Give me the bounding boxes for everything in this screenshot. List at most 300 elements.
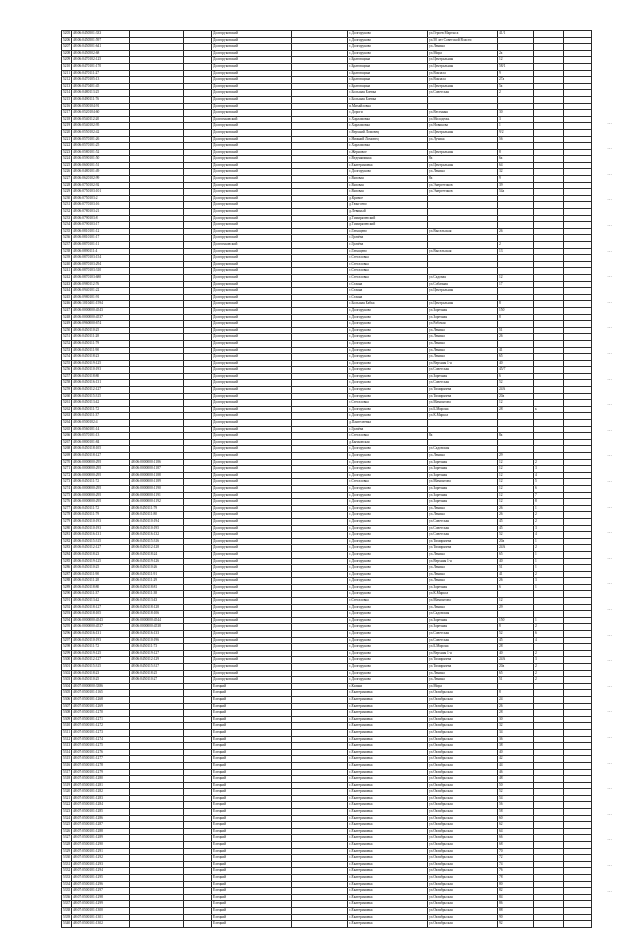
cell-house: 3 xyxy=(498,116,534,123)
cell-house: 40 xyxy=(498,749,534,756)
cell-object-number: 48:06:0000000:1186 xyxy=(130,459,184,466)
cell-extra-field xyxy=(184,393,212,400)
cell-row-number: 5239 xyxy=(62,255,72,262)
cell-locality: с.Долгоруково xyxy=(348,664,428,671)
cell-locality-type xyxy=(292,762,348,769)
cell-unit: 2 xyxy=(534,459,564,466)
cell-house: 58 xyxy=(498,809,534,816)
cell-street: ул.Ленина xyxy=(428,565,498,572)
cell-note xyxy=(564,116,592,123)
table-row xyxy=(62,327,592,334)
cell-district: Долгоруковский xyxy=(212,466,292,473)
cell-house: 39 xyxy=(498,182,534,189)
cell-unit xyxy=(534,149,564,156)
cell-house: 36 xyxy=(498,736,534,743)
cell-locality-type xyxy=(292,149,348,156)
cell-house: 13 xyxy=(498,248,534,255)
cell-street: ул.Октябрьская xyxy=(428,835,498,842)
cell-object-number xyxy=(130,439,184,446)
cell-object-number: 48:06:0450112:129 xyxy=(130,657,184,664)
cell-district: Долгоруковский xyxy=(212,551,292,558)
cell-note xyxy=(564,426,592,433)
cell-row-number: 5236 xyxy=(62,235,72,242)
cell-locality-type xyxy=(292,518,348,525)
table-row xyxy=(62,624,592,631)
cell-extra-field xyxy=(184,50,212,57)
cell-unit xyxy=(534,835,564,842)
cell-locality-type xyxy=(292,235,348,242)
cell-street: ул.Ленина xyxy=(428,571,498,578)
cell-note xyxy=(564,393,592,400)
cell-object-number xyxy=(130,809,184,816)
cell-house xyxy=(498,261,534,268)
cell-extra-field xyxy=(184,499,212,506)
cell-district: Долгоруковский xyxy=(212,472,292,479)
cell-unit xyxy=(534,90,564,97)
margin-mark: ... xyxy=(607,580,612,587)
cell-extra-field xyxy=(184,921,212,928)
cell-locality: с.Долгоруково xyxy=(348,453,428,460)
cell-row-number: 5221 xyxy=(62,136,72,143)
cell-locality: с.Екатериновка xyxy=(348,815,428,822)
cell-locality-type xyxy=(292,848,348,855)
cell-row-number: 5233 xyxy=(62,215,72,222)
cell-object-number xyxy=(130,321,184,328)
cell-row-number: 5283 xyxy=(62,545,72,552)
cell-row-number: 5253 xyxy=(62,347,72,354)
cell-object-number xyxy=(130,367,184,374)
cell-district: Долгоруковский xyxy=(212,657,292,664)
table-row xyxy=(62,354,592,361)
cell-house: 8а xyxy=(498,433,534,440)
cell-note xyxy=(564,584,592,591)
cell-district: Долгоруковский xyxy=(212,195,292,202)
cell-unit xyxy=(534,828,564,835)
cell-unit: 2 xyxy=(534,650,564,657)
cell-locality-type xyxy=(292,644,348,651)
cell-district: Долгоруковский xyxy=(212,37,292,44)
table-row xyxy=(62,894,592,901)
cell-note xyxy=(564,413,592,420)
cell-note xyxy=(564,558,592,565)
cell-cadastral-number: 48:06:0450110:193 xyxy=(72,518,130,525)
cell-locality-type xyxy=(292,294,348,301)
cell-object-number xyxy=(130,749,184,756)
cell-object-number xyxy=(130,77,184,84)
cell-object-number xyxy=(130,195,184,202)
cell-extra-field xyxy=(184,466,212,473)
cell-row-number: 5219 xyxy=(62,123,72,130)
cell-district: Елецкий xyxy=(212,822,292,829)
cell-object-number xyxy=(130,426,184,433)
cell-row-number: 5230 xyxy=(62,195,72,202)
margin-mark: ... xyxy=(607,478,612,484)
cell-cadastral-number: 48:06:0790103:8 xyxy=(72,215,130,222)
cell-locality: с.Долгоруково xyxy=(348,558,428,565)
cell-unit xyxy=(534,169,564,176)
cell-district: Долгоруковский xyxy=(212,670,292,677)
cell-extra-field xyxy=(184,762,212,769)
cell-note xyxy=(564,77,592,84)
cell-cadastral-number: 48:06:0450118:23 xyxy=(72,551,130,558)
table-row xyxy=(62,294,592,301)
cell-locality-type xyxy=(292,156,348,163)
cell-street: ул.Ленина xyxy=(428,169,498,176)
cell-note xyxy=(564,202,592,209)
cell-district: Долгоруковский xyxy=(212,143,292,150)
cell-unit xyxy=(534,644,564,651)
cell-street: ул.Садовская xyxy=(428,446,498,453)
cell-note xyxy=(564,360,592,367)
cell-street: ул.Героев Мартыса xyxy=(428,31,498,38)
cell-unit xyxy=(534,195,564,202)
cell-street xyxy=(428,294,498,301)
cell-house: 9 xyxy=(498,70,534,77)
cell-street: ул.Заречная xyxy=(428,373,498,380)
cell-house: 56 xyxy=(498,802,534,809)
cell-note xyxy=(564,545,592,552)
cell-district: Елецкий xyxy=(212,729,292,736)
cell-unit xyxy=(534,756,564,763)
cell-cadastral-number: 48:06:0480113:25 xyxy=(72,90,130,97)
cell-unit xyxy=(534,426,564,433)
cell-row-number: 5311 xyxy=(62,729,72,736)
cell-cadastral-number: 48:06:0450116:131 xyxy=(72,380,130,387)
cell-extra-field xyxy=(184,63,212,70)
cell-note xyxy=(564,242,592,249)
cell-locality-type xyxy=(292,472,348,479)
cell-row-number: 5300 xyxy=(62,657,72,664)
table-row xyxy=(62,37,592,44)
cell-unit xyxy=(534,413,564,420)
cell-street: ул.Заречная xyxy=(428,492,498,499)
cell-object-number xyxy=(130,400,184,407)
cell-row-number: 5278 xyxy=(62,512,72,519)
cell-cadastral-number: 48:07:0500101:1288 xyxy=(72,828,130,835)
cell-unit xyxy=(534,875,564,882)
cell-extra-field xyxy=(184,354,212,361)
cell-district: Долгоруковский xyxy=(212,222,292,229)
cell-unit xyxy=(534,453,564,460)
cell-district: Долгоруковский xyxy=(212,228,292,235)
cell-row-number: 5256 xyxy=(62,367,72,374)
margin-mark: ... xyxy=(607,119,612,126)
cell-cadastral-number: 48:06:0450111:28 xyxy=(72,334,130,341)
cell-object-number xyxy=(130,769,184,776)
cell-row-number: 5261 xyxy=(62,400,72,407)
cell-note xyxy=(564,143,592,150)
cell-extra-field xyxy=(184,485,212,492)
cell-object-number xyxy=(130,756,184,763)
cell-extra-field xyxy=(184,558,212,565)
cell-note xyxy=(564,479,592,486)
cell-locality-type xyxy=(292,162,348,169)
cell-district: Долгоруковский xyxy=(212,512,292,519)
cell-house: 9/2 xyxy=(498,129,534,136)
cell-street: ул.Садовская xyxy=(428,611,498,618)
cell-district: Долгоруковский xyxy=(212,103,292,110)
table-row xyxy=(62,525,592,532)
cell-object-number: 48:06:0000000:1189 xyxy=(130,479,184,486)
cell-locality: с.Нижний Ломовец xyxy=(348,136,428,143)
cell-cadastral-number: 48:07:0500101:1281 xyxy=(72,782,130,789)
cell-unit: 4 xyxy=(534,532,564,539)
cell-note xyxy=(564,736,592,743)
cell-district: Елецкий xyxy=(212,868,292,875)
cell-locality: с.Большая Боевка xyxy=(348,90,428,97)
cell-row-number: 5314 xyxy=(62,749,72,756)
cell-street: ул.Верхняя 1-я xyxy=(428,360,498,367)
cell-cadastral-number: 48:07:0500101:1279 xyxy=(72,769,130,776)
cell-note xyxy=(564,571,592,578)
table-row xyxy=(62,426,592,433)
cell-note xyxy=(564,176,592,183)
cell-row-number: 5269 xyxy=(62,453,72,460)
cell-house: 28 xyxy=(498,644,534,651)
cell-locality: с.Екатериновка xyxy=(348,881,428,888)
cell-locality-type xyxy=(292,558,348,565)
table-row xyxy=(62,631,592,638)
cell-extra-field xyxy=(184,400,212,407)
cell-cadastral-number: 48:06:0500102:4 xyxy=(72,420,130,427)
table-row xyxy=(62,116,592,123)
cell-object-number xyxy=(130,123,184,130)
cell-house: 28 xyxy=(498,710,534,717)
cell-object-number xyxy=(130,314,184,321)
cell-unit xyxy=(534,63,564,70)
cell-locality-type xyxy=(292,182,348,189)
cell-locality-type xyxy=(292,525,348,532)
cell-street: ул.Верхняя 1-я xyxy=(428,650,498,657)
cell-unit xyxy=(534,96,564,103)
table-row xyxy=(62,268,592,275)
cell-district: Елецкий xyxy=(212,782,292,789)
cell-unit xyxy=(534,420,564,427)
cell-unit xyxy=(534,815,564,822)
cell-street: ул.Центральная xyxy=(428,83,498,90)
cell-unit xyxy=(534,37,564,44)
cell-locality: с.Братовщина xyxy=(348,77,428,84)
cell-object-number xyxy=(130,710,184,717)
cell-note xyxy=(564,716,592,723)
cell-object-number xyxy=(130,248,184,255)
cell-note xyxy=(564,815,592,822)
cell-note xyxy=(564,782,592,789)
cell-note xyxy=(564,611,592,618)
cell-locality-type xyxy=(292,809,348,816)
cell-street xyxy=(428,439,498,446)
cell-row-number: 5268 xyxy=(62,446,72,453)
cell-unit xyxy=(534,301,564,308)
cell-extra-field xyxy=(184,690,212,697)
cell-locality-type xyxy=(292,143,348,150)
cell-row-number: 5284 xyxy=(62,551,72,558)
cell-extra-field xyxy=(184,235,212,242)
cell-extra-field xyxy=(184,255,212,262)
table-row xyxy=(62,756,592,763)
cell-row-number: 5333 xyxy=(62,875,72,882)
cell-street: ул.Собачная xyxy=(428,281,498,288)
cell-cadastral-number: 48:06:0470401:45 xyxy=(72,83,130,90)
cell-street: ул.Советская xyxy=(428,532,498,539)
cell-extra-field xyxy=(184,116,212,123)
cell-note xyxy=(564,96,592,103)
cell-extra-field xyxy=(184,525,212,532)
cell-note xyxy=(564,551,592,558)
table-row xyxy=(62,63,592,70)
cell-district: Долгоруковский xyxy=(212,215,292,222)
cell-locality: с.Екатериновка xyxy=(348,762,428,769)
cell-cadastral-number: 48:06:0000000:295 xyxy=(72,466,130,473)
cell-extra-field xyxy=(184,367,212,374)
cell-locality: с.Харламовка xyxy=(348,123,428,130)
cell-cadastral-number: 48:07:0500101:1274 xyxy=(72,736,130,743)
cell-note xyxy=(564,446,592,453)
cell-row-number: 5299 xyxy=(62,650,72,657)
table-row xyxy=(62,439,592,446)
cell-object-number xyxy=(130,789,184,796)
cell-object-number xyxy=(130,736,184,743)
cell-house: 12 xyxy=(498,459,534,466)
cell-district: Долгоруковский xyxy=(212,110,292,117)
cell-locality: с.Екатериновка xyxy=(348,769,428,776)
cell-note xyxy=(564,459,592,466)
cell-house: 32 xyxy=(498,723,534,730)
cell-locality-type xyxy=(292,657,348,664)
table-row xyxy=(62,123,592,130)
cell-object-number xyxy=(130,44,184,51)
cell-locality: с.Екатериновка xyxy=(348,855,428,862)
cell-locality: с.Долгоруково xyxy=(348,624,428,631)
cell-district: Долгоруковский xyxy=(212,558,292,565)
cell-cadastral-number: 48:06:0000000:295 xyxy=(72,499,130,506)
cell-house: 26 xyxy=(498,512,534,519)
cell-locality-type xyxy=(292,584,348,591)
cell-locality-type xyxy=(292,215,348,222)
table-row xyxy=(62,228,592,235)
cell-unit xyxy=(534,321,564,328)
cell-house xyxy=(498,420,534,427)
cell-object-number xyxy=(130,268,184,275)
cell-street xyxy=(428,261,498,268)
cell-object-number xyxy=(130,294,184,301)
cell-extra-field xyxy=(184,44,212,51)
table-row xyxy=(62,57,592,64)
cell-cadastral-number: 48:06:0450112:127 xyxy=(72,545,130,552)
cell-locality: с.Стегаловка xyxy=(348,598,428,605)
cell-cadastral-number: 48:06:0000000:295 xyxy=(72,459,130,466)
cell-note xyxy=(564,354,592,361)
cell-locality-type xyxy=(292,268,348,275)
cell-extra-field xyxy=(184,57,212,64)
cell-cadastral-number: 48:07:0500101:1294 xyxy=(72,868,130,875)
cell-house xyxy=(498,611,534,618)
cell-extra-field xyxy=(184,776,212,783)
cell-locality-type xyxy=(292,756,348,763)
cell-extra-field xyxy=(184,281,212,288)
cell-unit: 3 xyxy=(534,657,564,664)
cell-house: 26 xyxy=(498,578,534,585)
table-row xyxy=(62,129,592,136)
cell-locality: с.Долгоруково xyxy=(348,347,428,354)
cell-locality: с.Долгоруково xyxy=(348,373,428,380)
cell-cadastral-number: 48:06:0450118:23 xyxy=(72,354,130,361)
cell-note xyxy=(564,301,592,308)
table-row xyxy=(62,710,592,717)
cell-house: 12 xyxy=(498,492,534,499)
cell-extra-field xyxy=(184,795,212,802)
cell-locality: с.Екатериновка xyxy=(348,776,428,783)
cell-locality: с.Долгоруково xyxy=(348,538,428,545)
cell-unit xyxy=(534,683,564,690)
cell-locality: с.Екатериновка xyxy=(348,703,428,710)
cell-locality-type xyxy=(292,855,348,862)
cell-note xyxy=(564,281,592,288)
cell-cadastral-number: 48:06:0810101:17 xyxy=(72,235,130,242)
cell-row-number: 5259 xyxy=(62,387,72,394)
cell-cadastral-number: 48:06:0870101:11 xyxy=(72,242,130,249)
cell-extra-field xyxy=(184,472,212,479)
table-row xyxy=(62,875,592,882)
cell-locality-type xyxy=(292,828,348,835)
cell-unit xyxy=(534,354,564,361)
cell-locality: д.Тимирязевский xyxy=(348,215,428,222)
cell-district: Долгоруковский xyxy=(212,406,292,413)
table-row xyxy=(62,617,592,624)
cell-locality-type xyxy=(292,492,348,499)
cell-extra-field xyxy=(184,637,212,644)
table-row xyxy=(62,518,592,525)
cell-house: 45/7 xyxy=(498,367,534,374)
cell-street xyxy=(428,195,498,202)
table-row xyxy=(62,696,592,703)
cell-row-number: 5324 xyxy=(62,815,72,822)
cell-note xyxy=(564,327,592,334)
cell-note xyxy=(564,907,592,914)
cell-district: Долгоруковский xyxy=(212,459,292,466)
cell-unit xyxy=(534,77,564,84)
cell-locality-type xyxy=(292,327,348,334)
cell-cadastral-number: 48:07:0500101:1268 xyxy=(72,696,130,703)
cell-row-number: 5335 xyxy=(62,888,72,895)
margin-mark: ... xyxy=(607,785,612,792)
cell-cadastral-number: 48:07:0500101:1269 xyxy=(72,703,130,710)
cell-locality: с.Веденяпинка xyxy=(348,156,428,163)
cell-district: Долгоруковский xyxy=(212,123,292,130)
cell-row-number: 5240 xyxy=(62,261,72,268)
table-row xyxy=(62,545,592,552)
cell-locality-type xyxy=(292,749,348,756)
cell-object-number xyxy=(130,453,184,460)
cell-street: ул.Октябрьская xyxy=(428,842,498,849)
cell-extra-field xyxy=(184,294,212,301)
cell-street xyxy=(428,96,498,103)
cell-unit xyxy=(534,861,564,868)
cell-row-number: 5336 xyxy=(62,894,72,901)
table-row xyxy=(62,551,592,558)
cell-locality-type xyxy=(292,868,348,875)
cell-unit xyxy=(534,103,564,110)
cell-object-number xyxy=(130,360,184,367)
cell-street: ул.Тимирязева xyxy=(428,393,498,400)
cell-district: Долгоруковский xyxy=(212,176,292,183)
cell-cadastral-number: 48:06:0450111:72 xyxy=(72,644,130,651)
cell-unit: 2 xyxy=(534,664,564,671)
cell-extra-field xyxy=(184,861,212,868)
cell-extra-field xyxy=(184,492,212,499)
table-row xyxy=(62,532,592,539)
cell-locality-type xyxy=(292,631,348,638)
